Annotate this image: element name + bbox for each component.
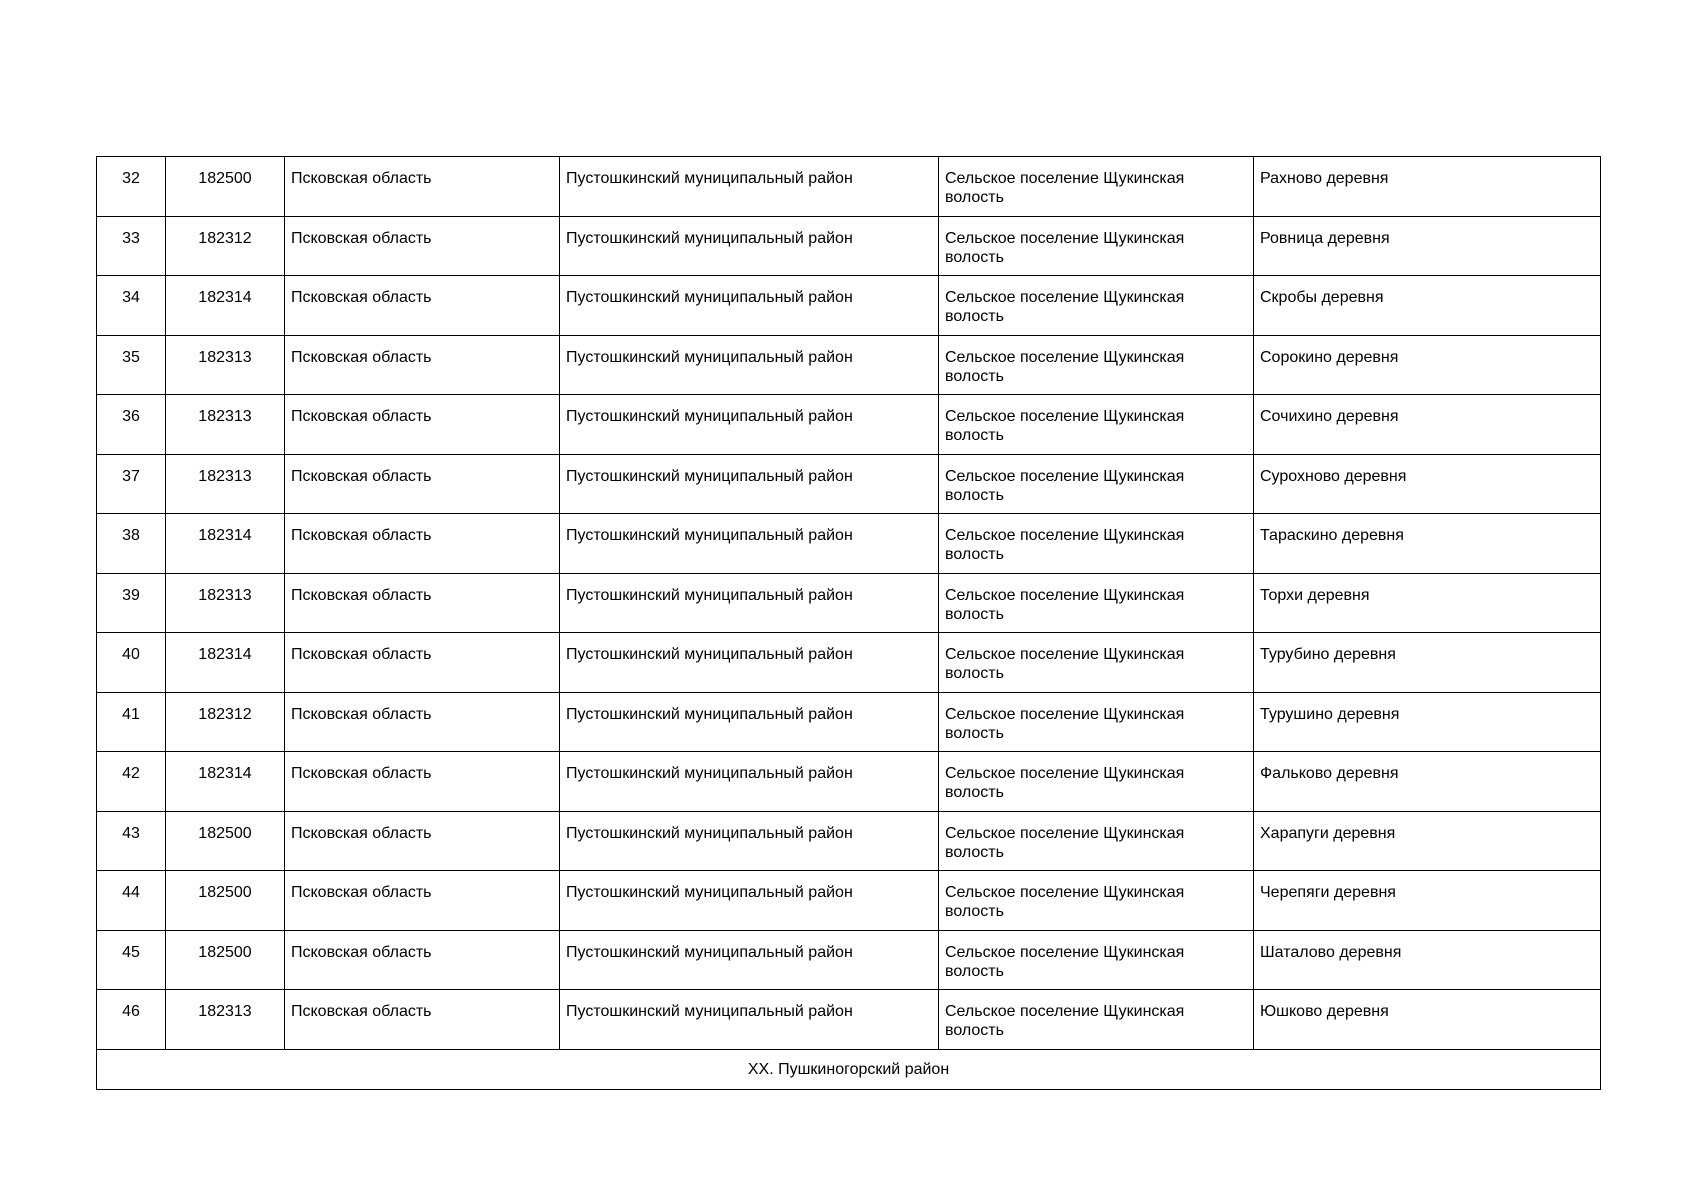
table-row [97, 692, 1601, 752]
locality-cell: Юшково деревня [1254, 990, 1601, 1050]
table-row [97, 930, 1601, 990]
settlement-cell: Сельское поселение Щукинская волость [939, 633, 1254, 693]
district-cell: Пустошкинский муниципальный район [560, 871, 939, 931]
settlement-cell: Сельское поселение Щукинская волость [939, 454, 1254, 514]
settlement-cell: Сельское поселение Щукинская волость [939, 930, 1254, 990]
locality-cell: Турубино деревня [1254, 633, 1601, 693]
region-cell: Псковская область [285, 930, 560, 990]
settlements-table [96, 156, 1601, 1090]
table-row [97, 752, 1601, 812]
section-heading: XX. Пушкиногорский район [97, 1049, 1601, 1089]
region-cell: Псковская область [285, 871, 560, 931]
table-row [97, 335, 1601, 395]
district-cell: Пустошкинский муниципальный район [560, 157, 939, 217]
table-row [97, 871, 1601, 931]
locality-cell: Скробы деревня [1254, 276, 1601, 336]
region-cell: Псковская область [285, 157, 560, 217]
settlement-cell: Сельское поселение Щукинская волость [939, 573, 1254, 633]
table-row [97, 454, 1601, 514]
postal-code-cell: 182313 [166, 990, 285, 1050]
district-cell: Пустошкинский муниципальный район [560, 573, 939, 633]
locality-cell: Рахново деревня [1254, 157, 1601, 217]
settlement-cell: Сельское поселение Щукинская волость [939, 157, 1254, 217]
locality-cell: Харапуги деревня [1254, 811, 1601, 871]
settlement-cell: Сельское поселение Щукинская волость [939, 871, 1254, 931]
district-cell: Пустошкинский муниципальный район [560, 930, 939, 990]
locality-cell: Турушино деревня [1254, 692, 1601, 752]
region-cell: Псковская область [285, 990, 560, 1050]
postal-code-cell: 182313 [166, 395, 285, 455]
settlement-cell: Сельское поселение Щукинская волость [939, 752, 1254, 812]
table-row [97, 573, 1601, 633]
district-cell: Пустошкинский муниципальный район [560, 276, 939, 336]
postal-code-cell: 182313 [166, 573, 285, 633]
region-cell: Псковская область [285, 752, 560, 812]
row-number-cell: 44 [97, 871, 166, 931]
locality-cell: Тараскино деревня [1254, 514, 1601, 574]
postal-code-cell: 182313 [166, 454, 285, 514]
settlement-cell: Сельское поселение Щукинская волость [939, 335, 1254, 395]
postal-code-cell: 182314 [166, 633, 285, 693]
table-row [97, 276, 1601, 336]
table-row [97, 514, 1601, 574]
settlement-cell: Сельское поселение Щукинская волость [939, 990, 1254, 1050]
row-number-cell: 34 [97, 276, 166, 336]
settlement-cell: Сельское поселение Щукинская волость [939, 811, 1254, 871]
row-number-cell: 39 [97, 573, 166, 633]
locality-cell: Фальково деревня [1254, 752, 1601, 812]
district-cell: Пустошкинский муниципальный район [560, 692, 939, 752]
region-cell: Псковская область [285, 633, 560, 693]
settlement-cell: Сельское поселение Щукинская волость [939, 395, 1254, 455]
district-cell: Пустошкинский муниципальный район [560, 395, 939, 455]
locality-cell: Ровница деревня [1254, 216, 1601, 276]
district-cell: Пустошкинский муниципальный район [560, 752, 939, 812]
settlement-cell: Сельское поселение Щукинская волость [939, 692, 1254, 752]
region-cell: Псковская область [285, 454, 560, 514]
district-cell: Пустошкинский муниципальный район [560, 633, 939, 693]
region-cell: Псковская область [285, 335, 560, 395]
postal-code-cell: 182314 [166, 752, 285, 812]
row-number-cell: 40 [97, 633, 166, 693]
district-cell: Пустошкинский муниципальный район [560, 514, 939, 574]
row-number-cell: 41 [97, 692, 166, 752]
row-number-cell: 37 [97, 454, 166, 514]
locality-cell: Черепяги деревня [1254, 871, 1601, 931]
region-cell: Псковская область [285, 276, 560, 336]
region-cell: Псковская область [285, 692, 560, 752]
row-number-cell: 36 [97, 395, 166, 455]
district-cell: Пустошкинский муниципальный район [560, 990, 939, 1050]
settlement-cell: Сельское поселение Щукинская волость [939, 216, 1254, 276]
postal-code-cell: 182314 [166, 514, 285, 574]
region-cell: Псковская область [285, 395, 560, 455]
postal-code-cell: 182500 [166, 811, 285, 871]
district-cell: Пустошкинский муниципальный район [560, 454, 939, 514]
postal-code-cell: 182313 [166, 335, 285, 395]
region-cell: Псковская область [285, 573, 560, 633]
district-cell: Пустошкинский муниципальный район [560, 811, 939, 871]
postal-code-cell: 182314 [166, 276, 285, 336]
locality-cell: Сорокино деревня [1254, 335, 1601, 395]
section-heading-row [97, 1049, 1601, 1089]
row-number-cell: 45 [97, 930, 166, 990]
postal-code-cell: 182500 [166, 930, 285, 990]
row-number-cell: 42 [97, 752, 166, 812]
row-number-cell: 32 [97, 157, 166, 217]
settlement-cell: Сельское поселение Щукинская волость [939, 514, 1254, 574]
locality-cell: Торхи деревня [1254, 573, 1601, 633]
district-cell: Пустошкинский муниципальный район [560, 216, 939, 276]
locality-cell: Сочихино деревня [1254, 395, 1601, 455]
district-cell: Пустошкинский муниципальный район [560, 335, 939, 395]
postal-code-cell: 182500 [166, 157, 285, 217]
row-number-cell: 38 [97, 514, 166, 574]
settlements-table-body [97, 157, 1601, 1090]
postal-code-cell: 182312 [166, 692, 285, 752]
table-row [97, 811, 1601, 871]
region-cell: Псковская область [285, 216, 560, 276]
table-row [97, 990, 1601, 1050]
region-cell: Псковская область [285, 514, 560, 574]
table-row [97, 633, 1601, 693]
locality-cell: Шаталово деревня [1254, 930, 1601, 990]
postal-code-cell: 182312 [166, 216, 285, 276]
locality-cell: Сурохново деревня [1254, 454, 1601, 514]
region-cell: Псковская область [285, 811, 560, 871]
row-number-cell: 35 [97, 335, 166, 395]
table-row [97, 395, 1601, 455]
postal-code-cell: 182500 [166, 871, 285, 931]
table-row [97, 216, 1601, 276]
settlement-cell: Сельское поселение Щукинская волость [939, 276, 1254, 336]
row-number-cell: 43 [97, 811, 166, 871]
row-number-cell: 46 [97, 990, 166, 1050]
row-number-cell: 33 [97, 216, 166, 276]
table-row [97, 157, 1601, 217]
